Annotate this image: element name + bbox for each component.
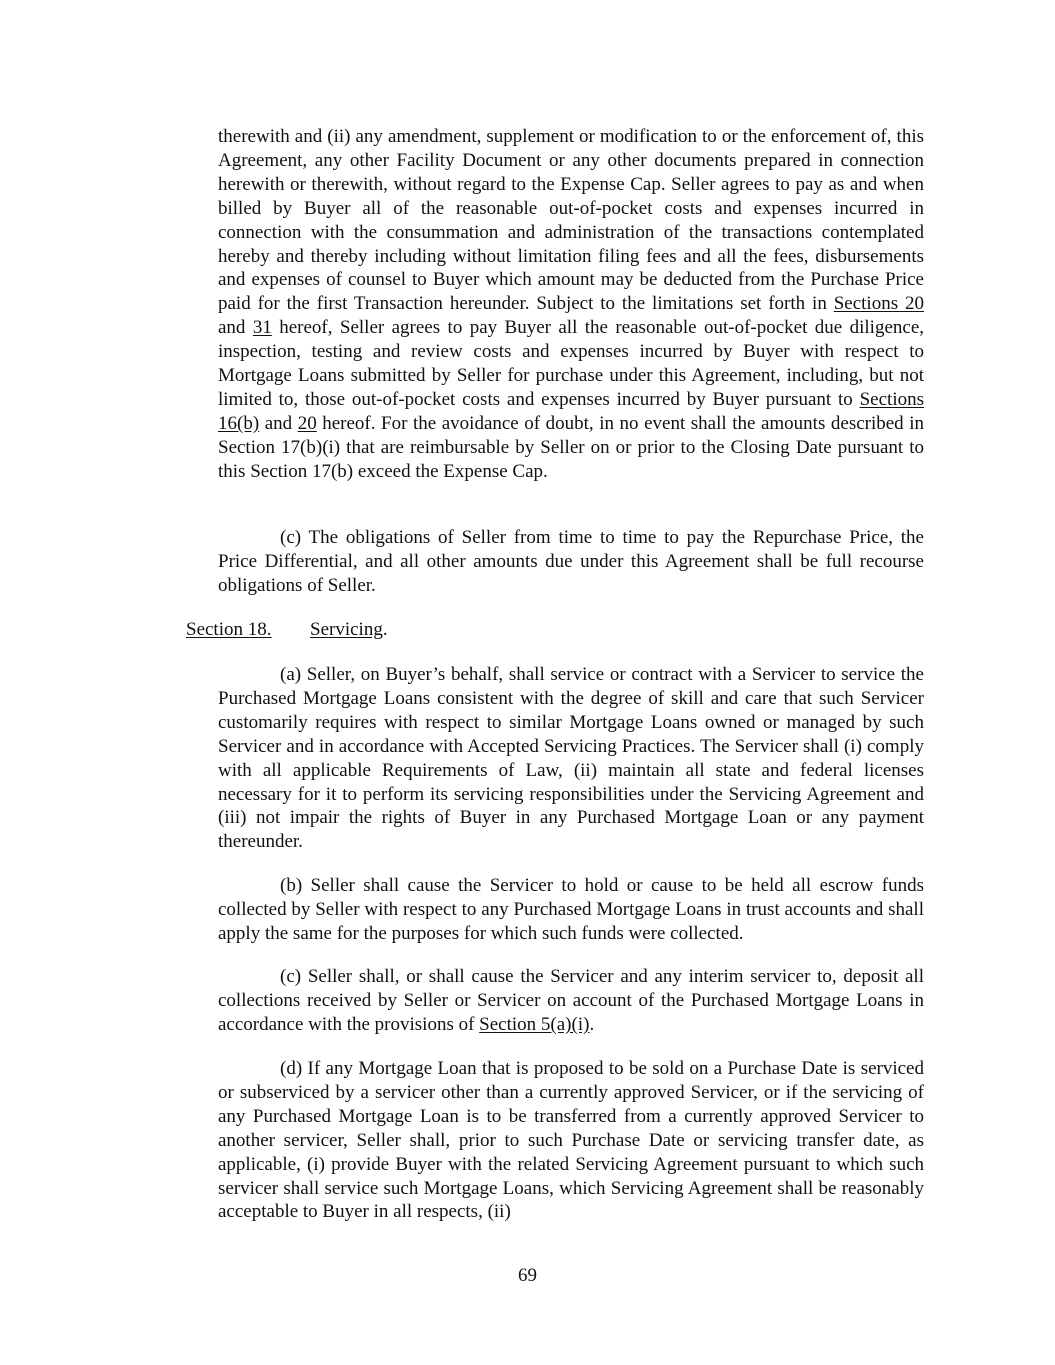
section-18-heading — [186, 618, 388, 642]
section-title-suffix: . — [382, 619, 388, 640]
page-number: 69 — [518, 1265, 537, 1286]
paragraph-18d: (d) If any Mortgage Loan that is proposed to be sold on a Purchase Date is serviced or subserviced by a servicer other than a currently approved Servicer, or if the servicing of any Purchased Mortgage Loan is to be transferred from a currently approved Servicer to another servicer, Seller shall, prior to such Purchase Date or servicing transfer date, as applicable, (i) provide Buyer with the related Servicing Agreement pursuant to which such servicer shall service such Mortgage Loans, which Servicing Agreement shall be reasonably acceptable to Buyer in all respects, (ii) — [218, 1058, 924, 1223]
cross-reference-20: 20 — [297, 412, 317, 434]
cross-reference-31: 31 — [252, 317, 272, 339]
paragraph-17b-continued — [218, 125, 924, 484]
paragraph-18c — [218, 965, 924, 1037]
cross-reference-section-5ai: Section 5(a)(i) — [479, 1013, 590, 1035]
paragraph-text: hereof, Seller agrees to pay Buyer all the reasonable out-of-pocket due diligence, inspection, testing and review costs and expenses incurred by Buyer with respect to Mortgage Loans submitted by Seller for purchase under this Agreement, including, but not limited to, those out-of-pocket costs and expenses incurred by Buyer pursuant to — [218, 317, 925, 410]
paragraph-18b: (b) Seller shall cause the Servicer to hold or cause to be held all escrow funds collected by Seller with respect to any Purchased Mortgage Loans in trust accounts and shall apply the same for the purposes for which such funds were collected. — [218, 875, 924, 944]
section-title: Servicing — [310, 619, 383, 640]
paragraph-text: (c) Seller shall, or shall cause the Servicer and any interim servicer to, deposit all collections received by Seller or Servicer on account of the Purchased Mortgage Loans in accordance with the provisions of — [218, 966, 924, 1035]
paragraph-18a: (a) Seller, on Buyer’s behalf, shall service or contract with a Servicer to service the Purchased Mortgage Loans consistent with the degree of skill and care that such Servicer customarily requires with respect to similar Mortgage Loans owned or managed by such Servicer and in accordance with Accepted Servicing Practices. The Servicer shall (i) comply with all applicable Requirements of Law, (ii) maintain all state and federal licenses necessary for it to perform its servicing responsibilities under the Servicing Agreement and (iii) not impair the rights of Buyer in any Purchased Mortgage Loan or any payment thereunder. — [218, 664, 924, 853]
paragraph-text: and — [259, 412, 298, 434]
cross-reference-sections-16b: Sections 16(b) — [218, 388, 924, 434]
paragraph-17c: (c) The obligations of Seller from time to time to pay the Repurchase Price, the Price Differential, and all other amounts due under this Agreement shall be full recourse obligations of Seller. — [218, 527, 924, 596]
paragraph-text: . — [589, 1013, 595, 1035]
paragraph-text: and — [218, 317, 253, 339]
cross-reference-sections-20: Sections 20 — [833, 293, 924, 315]
paragraph-text: hereof. For the avoidance of doubt, in no event shall the amounts described in Section 17(b)(i) that are reimbursable by Seller on or prior to the Closing Date pursuant to this Section 17(b) exceed the Expense Cap. — [218, 412, 925, 482]
paragraph-text: therewith and (ii) any amendment, supplement or modification to or the enforcement of, this Agreement, any other Facility Document or any other documents prepared in connection herewith or therewith, without regard to the Expense Cap. Seller agrees to pay as and when billed by Buyer all of the reasonable out-of-pocket costs and expenses incurred in connection with the consummation and administration of the transactions contemplated hereby and thereby including without limitation filing fees and all the fees, disbursements and expenses of counsel to Buyer which amount may be deducted from the Purchase Price paid for the first Transaction hereunder. Subject to the limitations set forth in — [218, 126, 924, 315]
section-number: Section 18. — [186, 619, 272, 640]
